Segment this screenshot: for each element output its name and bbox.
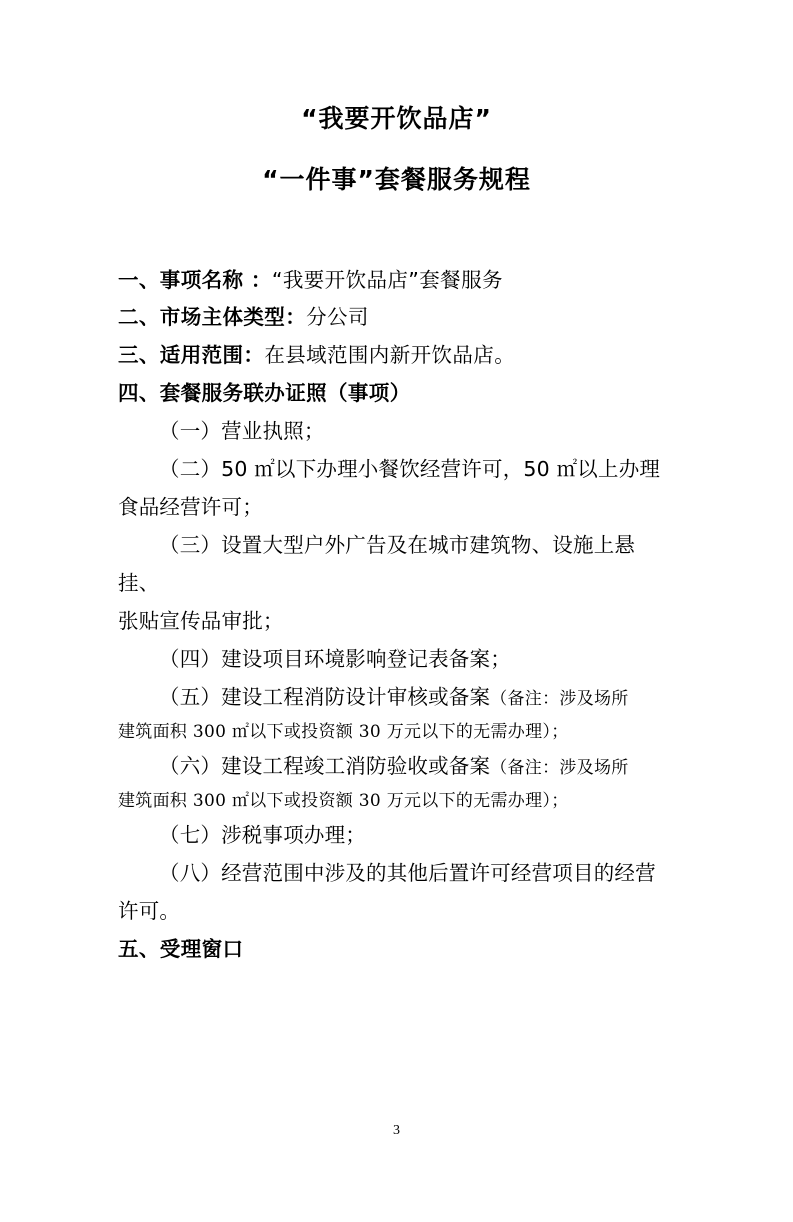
list-item: （三）设置大型户外广告及在城市建筑物、设施上悬挂、 <box>118 532 636 595</box>
list-item: （七）涉税事项办理； <box>159 823 366 848</box>
section-heading-3-normal: 在县域范围内新开饮品店。 <box>264 343 516 368</box>
section-heading-4-bold: 四、套餐服务联办证照（事项） <box>118 381 411 406</box>
list-item: （四）建设项目环境影响登记表备案； <box>159 646 511 671</box>
page-number: 3 <box>393 1123 400 1138</box>
section-heading-3-bold: 三、适用范围： <box>118 343 265 368</box>
document-title-block <box>118 100 675 200</box>
list-item-note: 建筑面积 300 ㎡以下或投资额 30 万元以下的无需办理）； <box>118 721 569 742</box>
section-heading-3 <box>118 337 675 375</box>
document-title-line-2: “一件事”套餐服务规程 <box>262 164 531 194</box>
list-item: （二）50 ㎡以下办理小餐饮经营许可，50 ㎡以上办理 <box>159 457 661 482</box>
section-heading-1-bold: 一、事项名称 ： <box>118 267 272 292</box>
section-heading-2-normal: 分公司 <box>306 305 369 330</box>
list-item-note-prefix: （备注：涉及场所 <box>490 758 629 778</box>
document-title-line-1: “我要开饮品店” <box>301 104 492 133</box>
list-item-continuation: 张贴宣传品审批； <box>118 608 284 633</box>
list-item-continuation: 许可。 <box>118 899 181 924</box>
list-item-note: 建筑面积 300 ㎡以下或投资额 30 万元以下的无需办理）； <box>118 790 569 811</box>
list-item <box>118 679 675 717</box>
list-item-note-prefix: （备注：涉及场所 <box>490 688 629 709</box>
list-item <box>118 748 675 786</box>
list-item-continuation: 食品经营许可； <box>118 495 263 520</box>
section-heading-2 <box>118 299 675 337</box>
list-item-text: （六）建设工程竣工消防验收或备案 <box>159 754 491 778</box>
section-heading-1-normal: “我要开饮品店”套餐服务 <box>271 267 503 292</box>
section-heading-2-bold: 二、市场主体类型： <box>118 305 307 330</box>
document-page <box>0 100 793 1222</box>
section-heading-1 <box>118 262 675 300</box>
list-item: （八）经营范围中涉及的其他后置许可经营项目的经营 <box>159 861 656 886</box>
list-item: （一）营业执照； <box>159 419 325 444</box>
document-body <box>118 262 675 970</box>
section-heading-5: 五、受理窗口 <box>118 937 244 962</box>
section-heading-4 <box>118 375 675 413</box>
list-item-text: （五）建设工程消防设计审核或备案 <box>159 684 491 709</box>
